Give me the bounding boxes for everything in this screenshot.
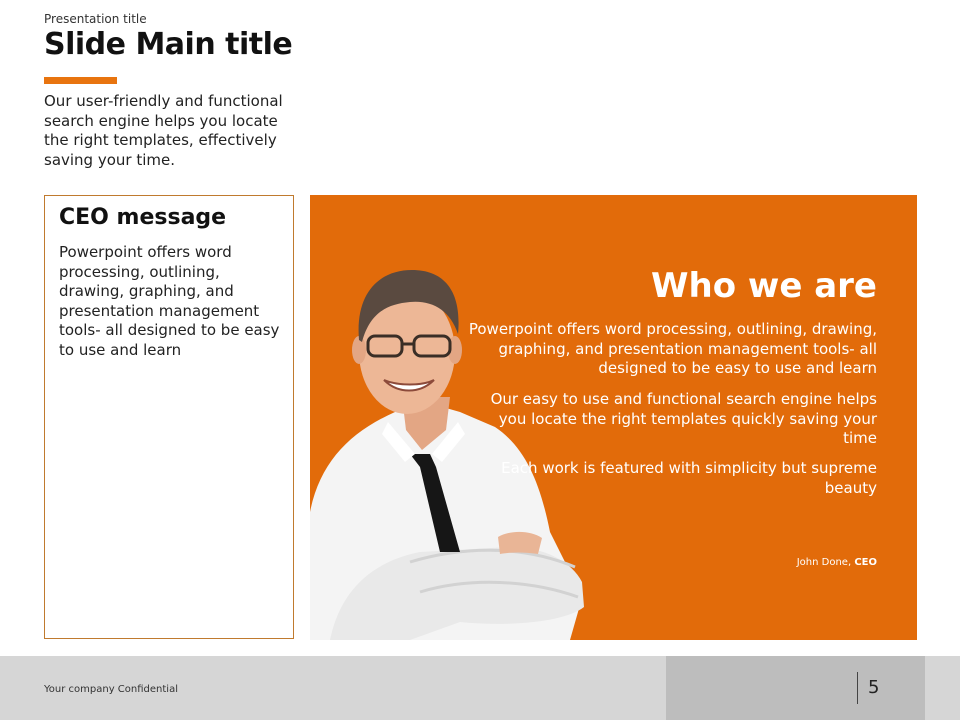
- page-number-divider: [857, 672, 858, 704]
- intro-text: Our user-friendly and functional search engine helps you locate the right templates, effectively saving your time.: [44, 92, 283, 169]
- signature-name: John Done,: [796, 557, 852, 568]
- who-we-are-paragraph: Our easy to use and functional search engine helps you locate the right templates quickly saving your time: [490, 390, 877, 447]
- presentation-title: Presentation title: [44, 12, 147, 26]
- ceo-message-title: CEO message: [59, 205, 227, 230]
- slide-main-title: Slide Main title: [44, 27, 293, 62]
- who-we-are-paragraph: Each work is featured with simplicity but supreme beauty: [501, 459, 877, 497]
- footer-company-text: Your company Confidential: [44, 684, 178, 695]
- page-number: 5: [868, 677, 880, 698]
- signature-role: CEO: [854, 557, 877, 568]
- title-accent-bar: [44, 77, 117, 84]
- ceo-photo: [310, 262, 590, 640]
- ceo-message-text: Powerpoint offers word processing, outlining, drawing, graphing, and presentation management tools- all designed to be easy to use and learn: [59, 243, 280, 359]
- footer-page-area: [666, 656, 925, 720]
- ceo-signature: [797, 557, 877, 568]
- who-we-are-paragraph: Powerpoint offers word processing, outlining, drawing, graphing, and presentation management tools- all designed to be easy to use and learn: [468, 320, 877, 377]
- who-we-are-title: Who we are: [651, 266, 877, 306]
